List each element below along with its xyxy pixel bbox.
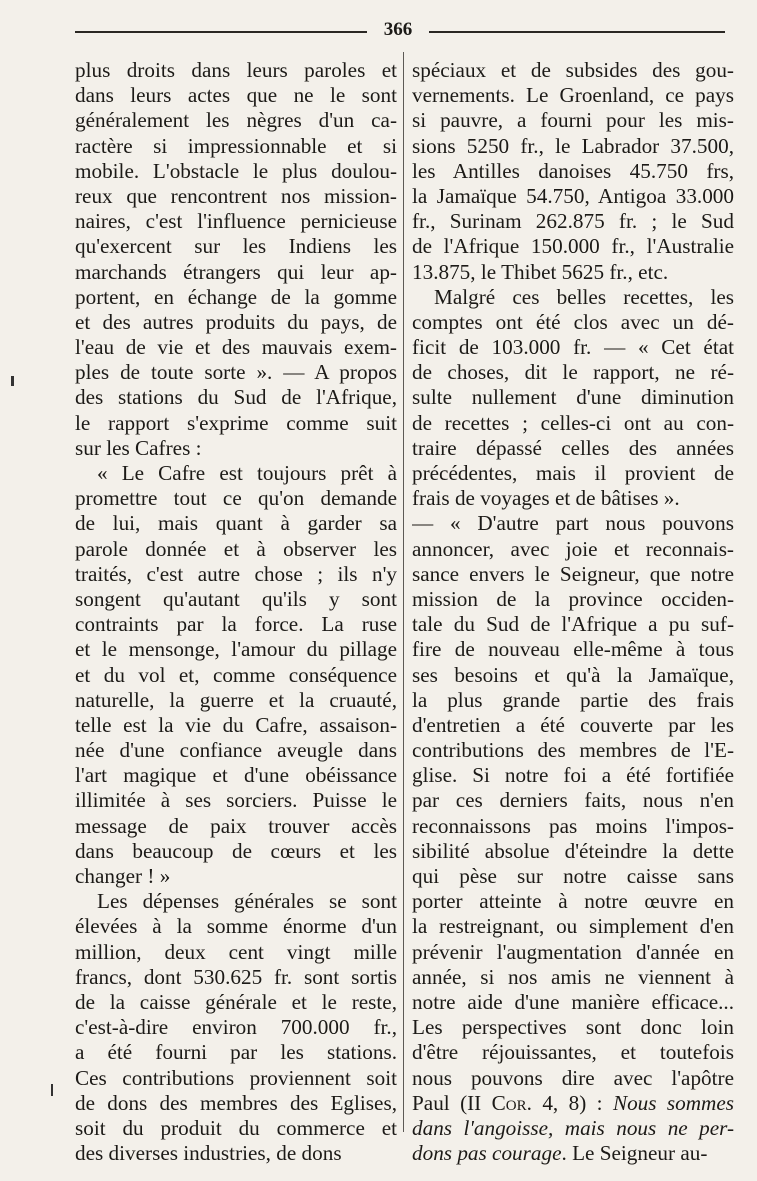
text-line: de dons des membres des Eglises, — [75, 1090, 397, 1115]
text-line: et le mensonge, l'amour du pillage — [75, 637, 397, 662]
text-line: illimitée à ses sorciers. Puisse le — [75, 788, 397, 813]
text-line: frais de voyages et de bâtises ». — [412, 486, 680, 511]
text-line: de la caisse générale et le reste, — [75, 989, 397, 1014]
text-line: dans leurs actes que ne le sont — [75, 83, 397, 108]
text-line: Paul (II Cor. 4, 8) : Nous sommes — [412, 1090, 734, 1115]
text-line: si pauvre, a fourni pour les mis- — [412, 108, 734, 133]
text-line: mobile. L'obstacle le plus doulou- — [75, 158, 397, 183]
text-line: précédentes, mais il provient de — [412, 461, 734, 485]
quote-italic-line: dans l'angoisse, mais nous ne per- — [412, 1115, 734, 1140]
text-line: l'eau de vie et des mauvais exem- — [75, 335, 397, 360]
quote-italic: Nous sommes — [612, 1090, 734, 1115]
margin-mark — [51, 1084, 53, 1096]
text-line: les Antilles danoises 45.750 frs, — [412, 158, 734, 183]
text-line: de lui, mais quant à garder sa — [75, 511, 397, 536]
text-line: la plus grande partie des frais — [412, 687, 734, 712]
text-line: Malgré ces belles recettes, les — [434, 284, 734, 309]
text-line: et des autres produits du pays, de — [75, 309, 397, 334]
text-line: soit du produit du commerce et — [75, 1115, 397, 1140]
text-line: tale du Sud de l'Afrique a pu suf- — [412, 612, 734, 637]
text-line: qu'exercent sur les Indiens les — [75, 234, 397, 259]
text-line: naturelle, la guerre et la cruauté, — [75, 687, 397, 712]
text-line: francs, dont 530.625 fr. sont sortis — [75, 964, 397, 989]
text-line: — « D'autre part nous pouvons — [412, 511, 734, 536]
text-line: naires, c'est l'influence pernicieuse — [75, 209, 397, 234]
text-line: généralement les nègres d'un ca- — [75, 108, 397, 133]
text-line: promettre tout ce qu'on demande — [75, 486, 397, 511]
text-line: glise. Si notre foi a été fortifiée — [412, 763, 734, 788]
text-line: reux que rencontrent nos mission- — [75, 183, 397, 208]
text-line: d'entretien a été couverte par les — [412, 712, 734, 737]
text-line: des diverses industries, de dons — [75, 1141, 342, 1166]
page-header — [75, 18, 725, 42]
text-line: ficit de 103.000 fr. — « Cet état — [412, 335, 734, 360]
bible-reference: Cor. — [491, 1090, 532, 1115]
text-line: élevées à la somme énorme d'un — [75, 914, 397, 939]
text-line: c'est-à-dire environ 700.000 fr., — [75, 1015, 397, 1040]
text-line: traités, c'est autre chose ; ils n'y — [75, 561, 397, 586]
text-line: sibilité absolue d'éteindre la dette — [412, 838, 734, 863]
text-line: ples de toute sorte ». — A propos — [75, 360, 397, 385]
text-line: Ces contributions proviennent soit — [75, 1065, 397, 1090]
text-line: telle est la vie du Cafre, assaison- — [75, 712, 397, 737]
text-line: fr., Surinam 262.875 fr. ; le Sud — [412, 209, 734, 234]
text-line: vernements. Le Groenland, ce pays — [412, 83, 734, 108]
text-line: a été fourni par les stations. — [75, 1040, 397, 1065]
text-line: née d'une confiance aveugle dans — [75, 738, 397, 763]
quote-italic: dons pas courage — [412, 1141, 562, 1166]
text-line: d'être réjouissantes, et toutefois — [412, 1040, 734, 1065]
text-line: notre aide d'une manière efficace... — [412, 989, 734, 1014]
text-line: dans beaucoup de cœurs et les — [75, 838, 397, 863]
text-line: porter atteinte à notre œuvre en — [412, 889, 734, 914]
right-column — [412, 58, 734, 1166]
text-line: Les dépenses générales se sont — [97, 889, 397, 914]
text-line: reconnaissons pas moins l'impos- — [412, 813, 734, 838]
text-line: mission de la province occiden- — [412, 586, 734, 611]
text-line: annoncer, avec joie et reconnais- — [412, 536, 734, 561]
text-line: prévenir l'augmentation d'année en — [412, 939, 734, 964]
text-line: et du vol et, comme conséquence — [75, 662, 397, 687]
text-line: des stations du Sud de l'Afrique, — [75, 385, 397, 410]
text-line: qui pèse sur notre caisse sans — [412, 864, 734, 888]
text-line: par ces derniers faits, nous n'en — [412, 788, 734, 813]
text-line: de l'Afrique 150.000 fr., l'Australie — [412, 234, 734, 259]
text-line: contraints par la force. La ruse — [75, 612, 397, 637]
header-rule-right — [429, 31, 725, 33]
text-line: nous pouvons dire avec l'apôtre — [412, 1065, 734, 1090]
page-number: 366 — [383, 19, 413, 40]
text-line: contributions des membres de l'E- — [412, 738, 734, 763]
text-line: changer ! » — [75, 864, 171, 888]
text-line: le rapport s'exprime comme suit — [75, 410, 397, 435]
text-line: 13.875, le Thibet 5625 fr., etc. — [412, 259, 669, 284]
text-line: marchands étrangers qui leur ap- — [75, 259, 397, 284]
text-line: million, deux cent vingt mille — [75, 939, 397, 964]
text-line: songent qu'autant qu'ils y sont — [75, 586, 397, 611]
column-divider — [403, 52, 404, 1132]
text-line: ractère si impressionnable et si — [75, 133, 397, 158]
margin-mark — [11, 376, 14, 386]
text-line: sulte nullement d'une diminution — [412, 385, 734, 410]
header-rule-left — [75, 31, 367, 33]
text-line: l'art magique et d'une obéissance — [75, 763, 397, 788]
text-line: sance envers le Seigneur, que notre — [412, 561, 734, 586]
text-line: parole donnée et à observer les — [75, 536, 397, 561]
text-line: dons pas courage. Le Seigneur au- — [412, 1141, 708, 1166]
text-line: la Jamaïque 54.750, Antigoa 33.000 — [412, 183, 734, 208]
text-line: traire dépassé celles des années — [412, 435, 734, 460]
text-line: la restreignant, ou simplement d'en — [412, 914, 734, 939]
text-line: « Le Cafre est toujours prêt à — [97, 461, 397, 485]
left-column — [75, 58, 397, 1166]
text-line: plus droits dans leurs paroles et — [75, 58, 397, 82]
text-line: ses besoins et qu'à la Jamaïque, — [412, 662, 734, 687]
text-line: spéciaux et de subsides des gou- — [412, 58, 734, 82]
text-line: fire de nouveau elle-même à tous — [412, 637, 734, 662]
text-line: comptes ont été clos avec un dé- — [412, 309, 734, 334]
text-line: Les perspectives sont donc loin — [412, 1015, 734, 1040]
text-line: message de paix trouver accès — [75, 813, 397, 838]
text-line: portent, en échange de la gomme — [75, 284, 397, 309]
text-line: sions 5250 fr., le Labrador 37.500, — [412, 133, 734, 158]
right-column-lines — [412, 58, 734, 1091]
text-line: sur les Cafres : — [75, 435, 202, 460]
text-line: de recettes ; celles-ci ont au con- — [412, 410, 734, 435]
text-line: de choses, dit le rapport, ne ré- — [412, 360, 734, 385]
text-line: année, si nos amis ne viennent à — [412, 964, 734, 989]
